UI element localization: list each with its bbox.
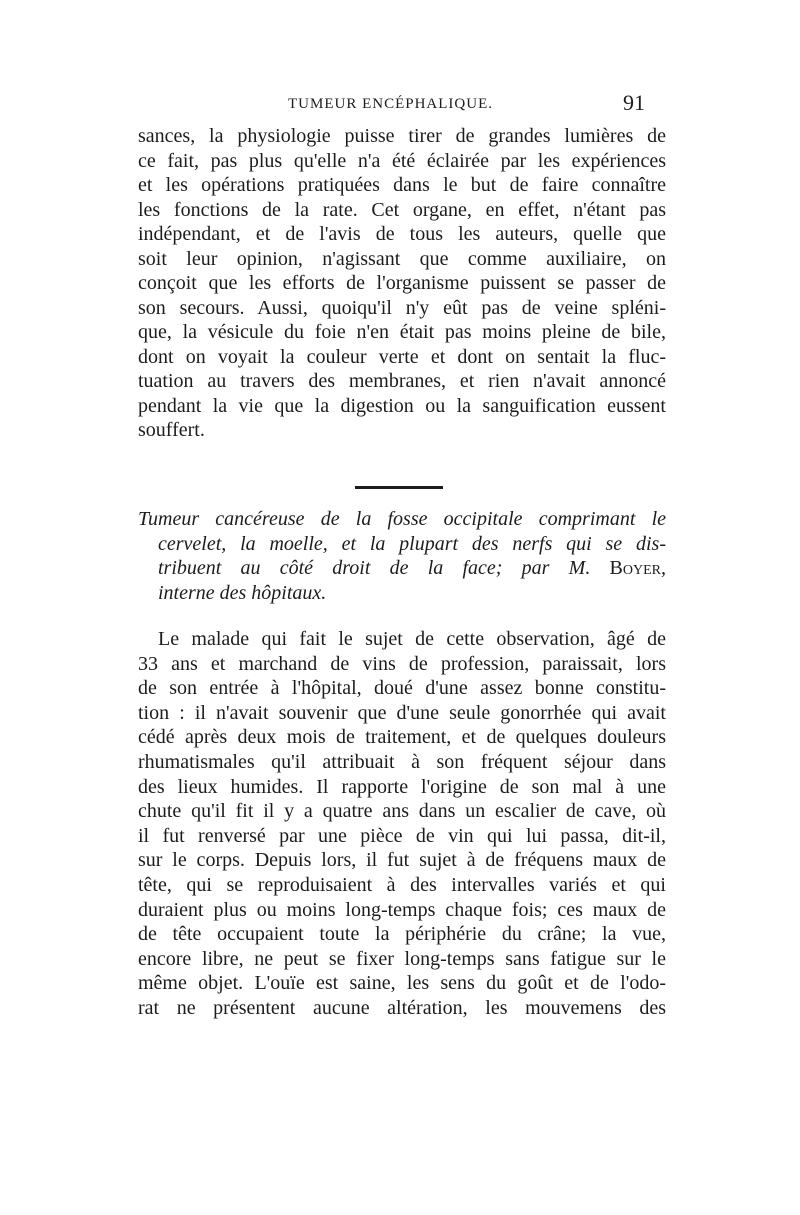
- title-line-text: tribuent au côté droit de la face; par M.: [158, 557, 591, 579]
- text-line: tion : il n'avait souvenir que d'une seule gonorrhée qui avait: [138, 701, 666, 724]
- text-line: et les opérations pratiquées dans le but de faire connaître: [138, 174, 666, 196]
- title-line: interne des hôpitaux.: [158, 581, 327, 604]
- text-line: même objet. L'ouïe est saine, les sens du goût et de l'odo-: [138, 972, 666, 995]
- title-line: [138, 556, 666, 581]
- title-line: Tumeur cancéreuse de la fosse occipitale comprimant le: [138, 508, 666, 530]
- running-title: TUMEUR ENCÉPHALIQUE.: [288, 96, 493, 112]
- title-line: cervelet, la moelle, et la plupart des nerfs qui se dis-: [158, 532, 666, 555]
- text-line: soit leur opinion, n'agissant que comme auxiliaire, on: [138, 247, 666, 270]
- text-line: sur le corps. Depuis lors, il fut sujet à de fréquens maux de: [138, 849, 666, 872]
- text-line: conçoit que les efforts de l'organisme puissent se passer de: [138, 272, 666, 294]
- text-line: dont on voyait la couleur verte et dont on sentait la fluc-: [138, 345, 666, 368]
- text-line: tête, qui se reproduisaient à des intervalles variés et qui: [138, 873, 666, 896]
- paragraph-continued: [138, 124, 666, 443]
- author-name: Boyer,: [609, 557, 666, 579]
- text-line: rat ne présentent aucune altération, les mouvemens des: [138, 996, 666, 1019]
- text-line: les fonctions de la rate. Cet organe, en effet, n'étant pas: [138, 198, 666, 221]
- text-line: pendant la vie que la digestion ou la sanguification eussent: [138, 394, 666, 417]
- text-line: encore libre, ne peut se fixer long-temps sans fatigue sur le: [138, 947, 666, 970]
- text-line: 33 ans et marchand de vins de profession, paraissait, lors: [138, 652, 666, 675]
- text-line: de son entrée à l'hôpital, doué d'une assez bonne constitu-: [138, 677, 666, 700]
- text-line: sances, la physiologie puisse tirer de grandes lumières de: [138, 125, 666, 147]
- text-line: cédé après deux mois de traitement, et de quelques douleurs: [138, 726, 666, 749]
- text-line: souffert.: [138, 419, 205, 441]
- text-line: rhumatismales qu'il attribuait à son fréquent séjour dans: [138, 750, 666, 773]
- section-separator-rule: [355, 486, 443, 489]
- text-line: duraient plus ou moins long-temps chaque fois; ces maux de: [138, 898, 666, 921]
- page-number: 91: [623, 90, 645, 115]
- text-line: il fut renversé par une pièce de vin qui lui passa, dit-il,: [138, 824, 666, 847]
- text-line: que, la vésicule du foie n'en était pas moins pleine de bile,: [138, 321, 666, 343]
- text-line: chute qu'il fit il y a quatre ans dans un escalier de cave, où: [138, 800, 666, 823]
- observation-paragraph: [138, 627, 666, 1021]
- text-line: indépendant, et de l'avis de tous les auteurs, quelle que: [138, 223, 666, 245]
- text-line: Le malade qui fait le sujet de cette observation, âgé de: [158, 628, 666, 650]
- text-line: de tête occupaient toute la périphérie du crâne; la vue,: [138, 923, 666, 946]
- text-line: ce fait, pas plus qu'elle n'a été éclairée par les expériences: [138, 149, 666, 172]
- text-line: tuation au travers des membranes, et rien n'avait annoncé: [138, 370, 666, 392]
- text-line: son secours. Aussi, quoiqu'il n'y eût pas de veine spléni-: [138, 296, 666, 319]
- section-title: [138, 507, 666, 605]
- text-line: des lieux humides. Il rapporte l'origine de son mal à une: [138, 775, 666, 798]
